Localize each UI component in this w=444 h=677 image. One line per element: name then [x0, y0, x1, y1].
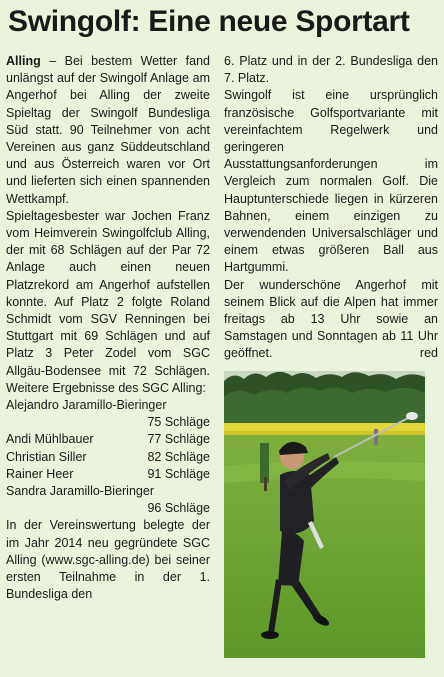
- dateline: Alling: [6, 54, 41, 68]
- left-column: [6, 53, 210, 604]
- swingolf-description: Swingolf ist eine ursprünglich französische Golfsportvariante mit vereinfachtem Regelwerk und geringeren Ausstattungsanforderungen im Vergleich zum normalen Golf. Die Hauptunterschiede liegen in kürzeren Bahnen, einem einzigen zu verwendenden Universalschläger und einem etwas größeren Ball aus Hartgummi.: [224, 88, 438, 275]
- result-row: [6, 431, 210, 448]
- golfer-photo: [224, 371, 425, 658]
- result-name: Rainer Heer: [6, 466, 74, 481]
- club-ranking-paragraph: In der Vereinswertung belegte der im Jahr 2014 neu gegründete SGC Alling (www.sgc-alling.de) bei seiner ersten Teilnahme in der 1. Bundesliga den: [6, 518, 210, 602]
- author-byline: red: [419, 346, 438, 361]
- intro-paragraph: [6, 53, 210, 208]
- club-ranking-continued: 6. Platz und in der 2. Bundesliga den 7. Platz.: [224, 54, 438, 86]
- result-name: Sandra Jaramillo-Bieringer: [6, 484, 154, 499]
- result-name: Alejandro Jaramillo-Bieringer: [6, 398, 167, 413]
- opening-hours-text: Der wunderschöne Angerhof mit seinem Blick auf die Alpen hat immer freitags ab 13 Uhr sowie an Samstagen und Sonntagen ab 11 Uhr geöffnet.: [224, 277, 438, 361]
- result-score: 91 Schläge: [147, 466, 210, 481]
- result-score: 77 Schläge: [147, 432, 210, 447]
- result-row: [6, 466, 210, 483]
- result-score: 82 Schläge: [147, 449, 210, 464]
- result-name: Andi Mühlbauer: [6, 432, 94, 447]
- opening-hours-paragraph: [224, 277, 438, 363]
- article-title: Swingolf: Eine neue Sportart: [8, 5, 410, 38]
- result-score: 75 Schläge: [147, 415, 210, 430]
- results-list: [6, 397, 210, 517]
- result-score: 96 Schläge: [147, 501, 210, 516]
- results-paragraph: Spieltagesbester war Jochen Franz vom Heimverein Swingolfclub Alling, der mit 68 Schlägen auf der Par 72 Anlage auch einen neuen Platzrekord am Angerhof aufstellen konnte. Auf Platz 2 folgte Roland Schmidt vom SGV Renningen bei Stuttgart mit 69 Schlägen und auf Platz 3 Peter Zodel vom SGC Allgäu-Bodensee mit 72 Schlägen. Weitere Ergebnisse des SGC Alling:: [6, 208, 210, 395]
- result-row: [6, 449, 210, 466]
- right-column: [224, 53, 438, 363]
- intro-text: – Bei bestem Wetter fand unlängst auf der Swingolf Anlage am Angerhof bei Alling der zweite Spieltag der Swingolf Bundesliga Süd statt. 90 Teilnehmer von acht Vereinen aus ganz Süddeutschland und aus Österreich waren vor Ort und lieferten sich einen spannenden Wettkampf.: [6, 54, 210, 206]
- result-name: Christian Siller: [6, 449, 87, 464]
